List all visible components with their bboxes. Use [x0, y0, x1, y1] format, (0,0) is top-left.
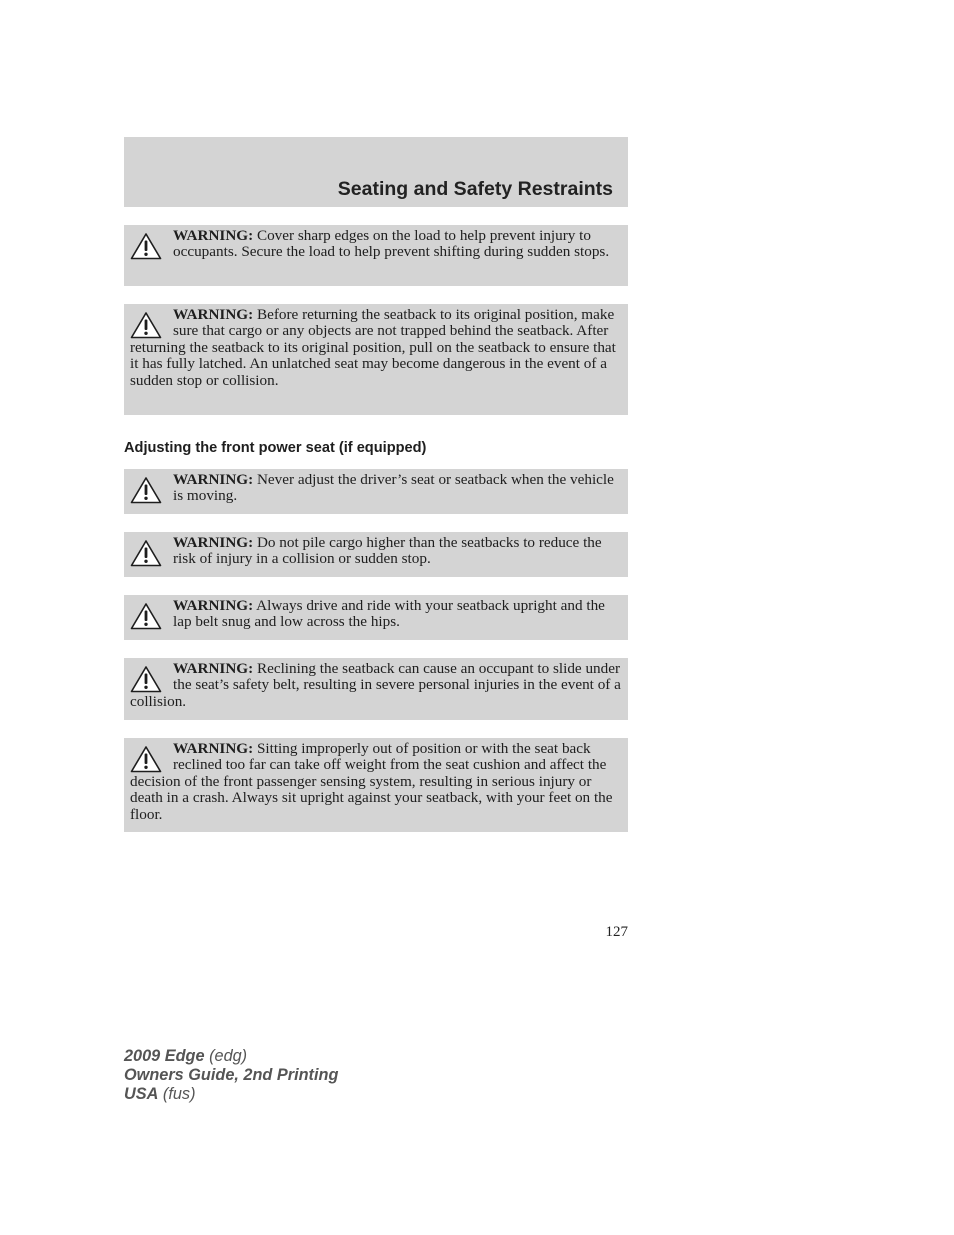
warning-label: WARNING: [173, 534, 254, 551]
warning-text: Reclining the seatback can cause an occupant to slide under the seat’s safety belt, resulting in severe personal injuries in the event of a collision. [130, 660, 621, 710]
warning-label: WARNING: [173, 227, 254, 244]
footer-line-model [124, 1047, 338, 1066]
warning-triangle-icon [130, 539, 162, 567]
warning-box-adjust-while-moving [124, 469, 628, 514]
warning-label: WARNING: [173, 597, 254, 614]
warning-text: Sitting improperly out of position or with the seat back reclined too far can take off weight from the seat cushion and affect the decision of the front passenger sensing system, resulting in serious injury or death in a crash. Always sit upright against your seatback, with your feet on the floor. [130, 740, 613, 823]
chapter-title: Seating and Safety Restraints [337, 178, 613, 200]
section-heading: Adjusting the front power seat (if equipped) [124, 440, 427, 456]
footer-edition: Owners Guide, 2nd Printing [124, 1066, 339, 1084]
footer-model-code: (edg) [209, 1047, 248, 1065]
footer-document-info [124, 1047, 338, 1104]
warning-text: Do not pile cargo higher than the seatbacks to reduce the risk of injury in a collision or sudden stop. [173, 534, 602, 568]
warning-triangle-icon [130, 602, 162, 630]
warning-box-reclining [124, 658, 628, 720]
warning-triangle-icon [130, 665, 162, 693]
warning-triangle-icon [130, 232, 162, 260]
warning-triangle-icon [130, 311, 162, 339]
warning-label: WARNING: [173, 471, 254, 488]
footer-model: 2009 Edge [124, 1047, 205, 1065]
warning-text: Cover sharp edges on the load to help prevent injury to occupants. Secure the load to help prevent shifting during sudden stops. [173, 227, 610, 261]
warning-box-sharp-edges [124, 225, 628, 286]
warning-triangle-icon [130, 745, 162, 773]
footer-market-code: (fus) [162, 1085, 196, 1103]
warning-label: WARNING: [173, 660, 254, 677]
footer-line-market [124, 1085, 338, 1104]
warning-label: WARNING: [173, 740, 254, 757]
page-number: 127 [605, 924, 628, 940]
warning-text: Always drive and ride with your seatback upright and the lap belt snug and low across the hips. [173, 597, 605, 631]
chapter-header-band [124, 137, 628, 207]
warning-text: Never adjust the driver’s seat or seatback when the vehicle is moving. [173, 471, 614, 505]
footer-market: USA [124, 1085, 159, 1103]
warning-text: Before returning the seatback to its original position, make sure that cargo or any objects are not trapped behind the seatback. After returning the seatback to its original position, pull on the seatback to ensure that it has fully latched. An unlatched seat may become dangerous in the event of a sudden stop or collision. [130, 306, 616, 389]
warning-box-cargo-height [124, 532, 628, 577]
warning-label: WARNING: [173, 306, 254, 323]
warning-triangle-icon [130, 476, 162, 504]
warning-box-seatback-latch [124, 304, 628, 415]
warning-box-seatback-upright [124, 595, 628, 640]
warning-box-sitting-position [124, 738, 628, 832]
